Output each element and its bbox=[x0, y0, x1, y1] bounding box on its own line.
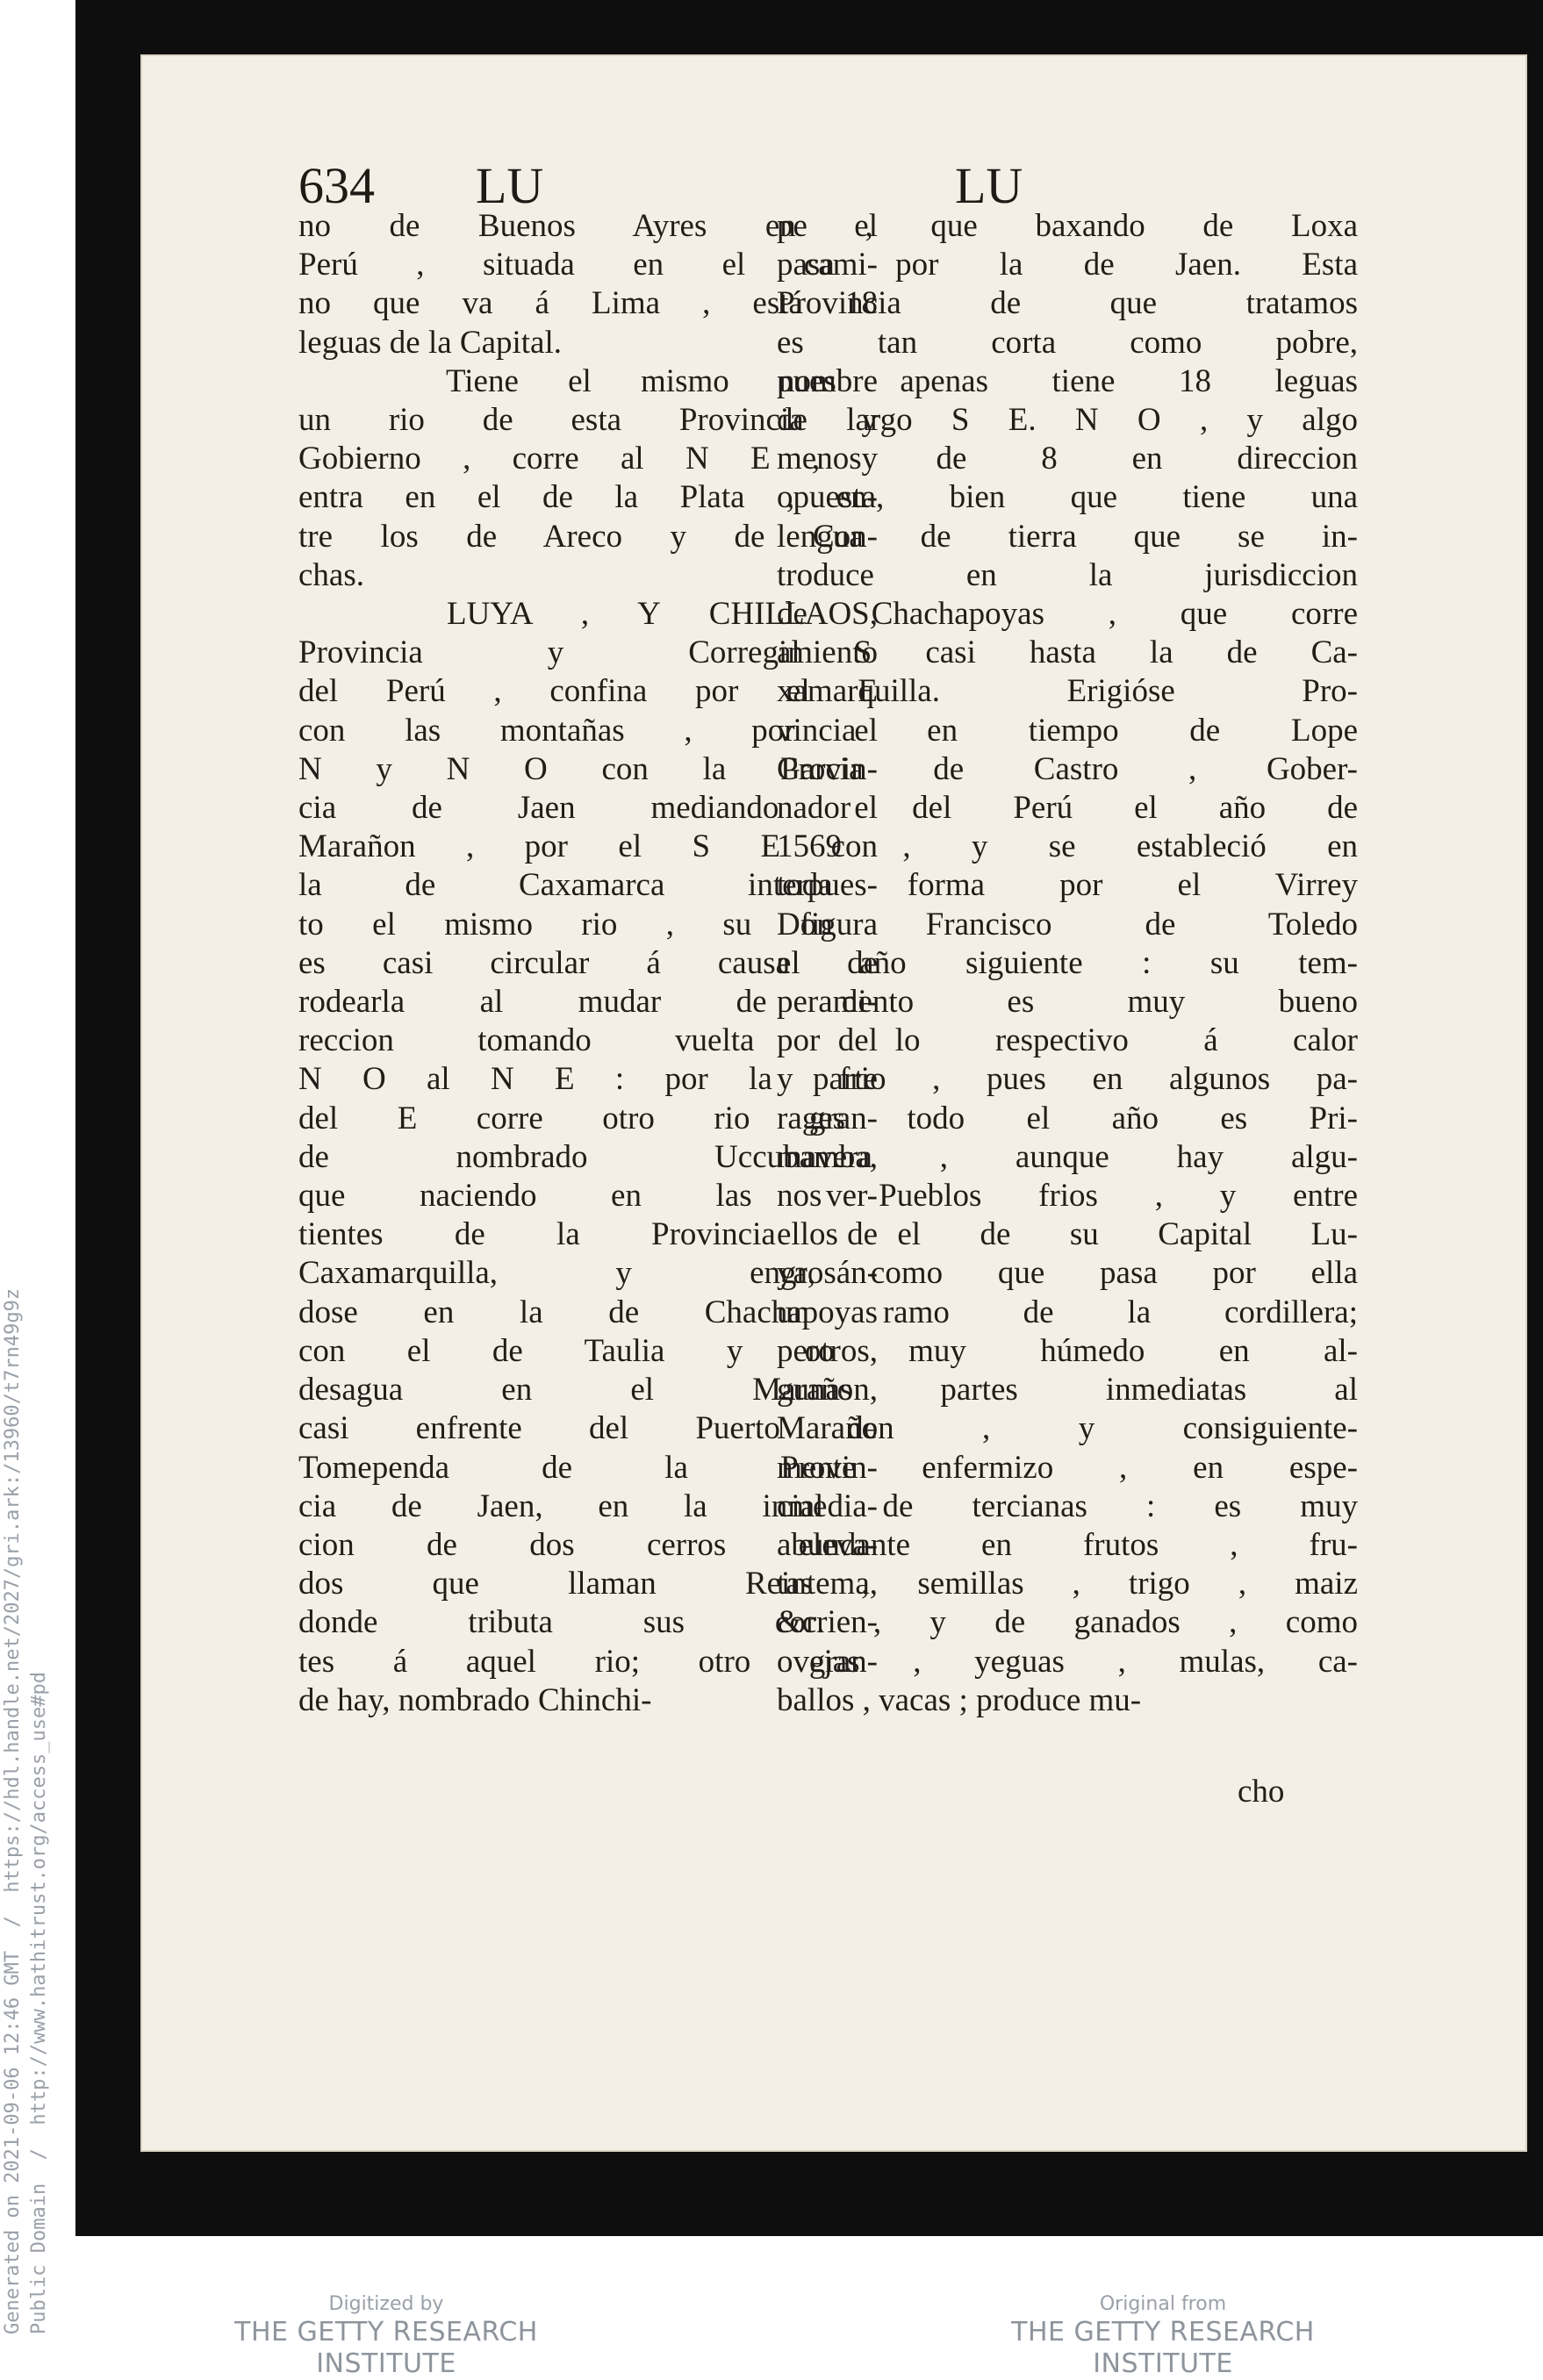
footer-institution: THE GETTY RESEARCH INSTITUTE bbox=[234, 2317, 538, 2379]
footer-institution: THE GETTY RESEARCH INSTITUTE bbox=[1011, 2317, 1315, 2379]
text-line: tientes de la Provincia de bbox=[298, 1216, 878, 1253]
text-line: to el mismo rio , su figura bbox=[298, 906, 878, 943]
running-head-right: LU bbox=[955, 157, 1023, 214]
text-line: reccion tomando vuelta del bbox=[298, 1022, 878, 1059]
text-column-right bbox=[777, 207, 1358, 1720]
text-line: que naciendo en las ver- bbox=[298, 1178, 878, 1215]
page-number: 634 bbox=[298, 157, 375, 214]
text-line: Marañon , y consiguiente- bbox=[777, 1410, 1358, 1447]
text-line: rages todo el año es Pri- bbox=[777, 1100, 1358, 1136]
hathitrust-watermark bbox=[0, 1018, 53, 2352]
text-line: de nombrado Uccubamba, bbox=[298, 1138, 878, 1175]
text-line: el año siguiente : su tem- bbox=[777, 944, 1358, 981]
text-line: ellos el de su Capital Lu- bbox=[777, 1216, 1358, 1253]
text-line: de Chachapoyas , que corre bbox=[777, 596, 1358, 633]
text-line: Tomependa de la Provin- bbox=[298, 1449, 878, 1486]
text-line: chas. bbox=[298, 556, 364, 593]
text-line: cion de dos cerros eleva- bbox=[298, 1526, 878, 1563]
text-line: 1569 , y se estableció en bbox=[777, 828, 1358, 865]
text-line: menos de 8 en direccion bbox=[777, 441, 1358, 477]
text-line: abundante en frutos , fru- bbox=[777, 1526, 1358, 1563]
text-line: ya, como que pasa por ella bbox=[777, 1255, 1358, 1292]
text-line: Gobierno , corre al N E , y bbox=[298, 441, 878, 477]
text-line: del E corre otro rio gran- bbox=[298, 1100, 878, 1136]
text-line: donde tributa sus corrien- bbox=[298, 1604, 878, 1641]
text-line: por lo respectivo á calor bbox=[777, 1022, 1358, 1059]
text-line: Garcia de Castro , Gober- bbox=[777, 750, 1358, 787]
text-line: nos Pueblos frios , y entre bbox=[777, 1178, 1358, 1215]
text-line: pasa por la de Jaen. Esta bbox=[777, 247, 1358, 283]
text-line: nador del Perú el año de bbox=[777, 790, 1358, 827]
text-line: opuesta, bien que tiene una bbox=[777, 479, 1358, 516]
text-line: gunas partes inmediatas al bbox=[777, 1372, 1358, 1409]
text-line: pues apenas tiene 18 leguas bbox=[777, 362, 1358, 399]
text-line: leguas de la Capital. bbox=[298, 324, 563, 361]
text-line: &c. , y de ganados , como bbox=[777, 1604, 1358, 1641]
text-line: mavera , aunque hay algu- bbox=[777, 1138, 1358, 1175]
text-line: del Perú , confina por el E bbox=[298, 673, 878, 710]
text-line: lengua de tierra que se in- bbox=[777, 518, 1358, 555]
text-line: N y N O con la Provin- bbox=[298, 750, 878, 787]
text-line: no que va á Lima , está 18 bbox=[298, 285, 878, 322]
text-line: Provincia de que tratamos bbox=[777, 285, 1358, 322]
text-line: pe , que baxando de Loxa bbox=[777, 208, 1358, 244]
text-line: de hay, nombrado Chinchi- bbox=[298, 1681, 652, 1718]
footer-label: Digitized by bbox=[328, 2293, 444, 2315]
text-line: entra en el de la Plata , en- bbox=[298, 479, 878, 516]
text-line: un ramo de la cordillera; bbox=[777, 1294, 1358, 1330]
text-line: Tiene el mismo nombre bbox=[298, 362, 878, 399]
footer-label: Original from bbox=[1099, 2293, 1227, 2315]
footer-original-from bbox=[952, 2292, 1374, 2380]
text-line: cia de Jaen mediando el bbox=[298, 790, 878, 827]
text-line: pero muy húmedo en al- bbox=[777, 1332, 1358, 1369]
text-line: cial de tercianas : es muy bbox=[777, 1488, 1358, 1524]
text-line: al S casi hasta la de Ca- bbox=[777, 634, 1358, 671]
text-line: es tan corta como pobre, bbox=[777, 324, 1358, 361]
text-line: toda forma por el Virrey bbox=[777, 867, 1358, 904]
text-line: con las montañas , por el bbox=[298, 712, 878, 749]
text-line: Caxamarquilla, y engrosán- bbox=[298, 1255, 878, 1292]
text-line: y frio , pues en algunos pa- bbox=[777, 1061, 1358, 1098]
text-line: Don Francisco de Toledo bbox=[777, 906, 1358, 943]
text-line: Marañon , por el S E con bbox=[298, 828, 878, 865]
watermark-line: Public Domain / http://www.hathitrust.org/access_use#pd bbox=[28, 1672, 50, 2334]
text-line: vincia en tiempo de Lope bbox=[777, 712, 1358, 749]
text-line: tes á aquel rio; otro gran- bbox=[298, 1643, 878, 1680]
text-line: xamarquilla. Erigióse Pro- bbox=[777, 673, 1358, 710]
text-line: dos que llaman Reintema, bbox=[298, 1566, 878, 1602]
text-line: ovejas , yeguas , mulas, ca- bbox=[777, 1643, 1358, 1680]
text-line: no de Buenos Ayres en el bbox=[298, 208, 878, 244]
text-line: de largo S E. N O , y algo bbox=[777, 402, 1358, 439]
text-line: ballos , vacas ; produce mu- bbox=[777, 1681, 1142, 1718]
text-line: LUYA , Y CHILLAOS, bbox=[298, 596, 878, 633]
text-line: tas , semillas , trigo , maiz bbox=[777, 1566, 1358, 1602]
watermark-line: Generated on 2021-09-06 12:46 GMT / https://hdl.handle.net/2027/gri.ark:/13960/t7rn49g9z bbox=[2, 1287, 24, 2334]
text-line: mente enfermizo , en espe- bbox=[777, 1449, 1358, 1486]
text-line: troduce en la jurisdiccion bbox=[777, 556, 1358, 593]
text-line: casi enfrente del Puerto de bbox=[298, 1410, 878, 1447]
text-line: es casi circular á causa de bbox=[298, 944, 878, 981]
text-line: tre los de Areco y de Con- bbox=[298, 518, 878, 555]
text-line: Provincia y Corregimiento bbox=[298, 634, 878, 671]
text-line: cia de Jaen, en la inmedia- bbox=[298, 1488, 878, 1524]
text-line: rodearla al mudar de di- bbox=[298, 984, 878, 1021]
running-head-left: LU bbox=[476, 157, 544, 214]
text-line: la de Caxamarca interpues- bbox=[298, 867, 878, 904]
text-line: dose en la de Chachapoyas bbox=[298, 1294, 878, 1330]
text-line: peramento es muy bueno bbox=[777, 984, 1358, 1021]
text-line: desagua en el Marañon, bbox=[298, 1372, 878, 1409]
text-line: un rio de esta Provincia y bbox=[298, 402, 878, 439]
text-line: con el de Taulia y otros, bbox=[298, 1332, 878, 1369]
text-line: N O al N E : por la parte bbox=[298, 1061, 878, 1098]
text-line: Perú , situada en el cami- bbox=[298, 247, 878, 283]
catchword: cho bbox=[1238, 1774, 1285, 1810]
footer-digitized-by bbox=[176, 2292, 597, 2380]
